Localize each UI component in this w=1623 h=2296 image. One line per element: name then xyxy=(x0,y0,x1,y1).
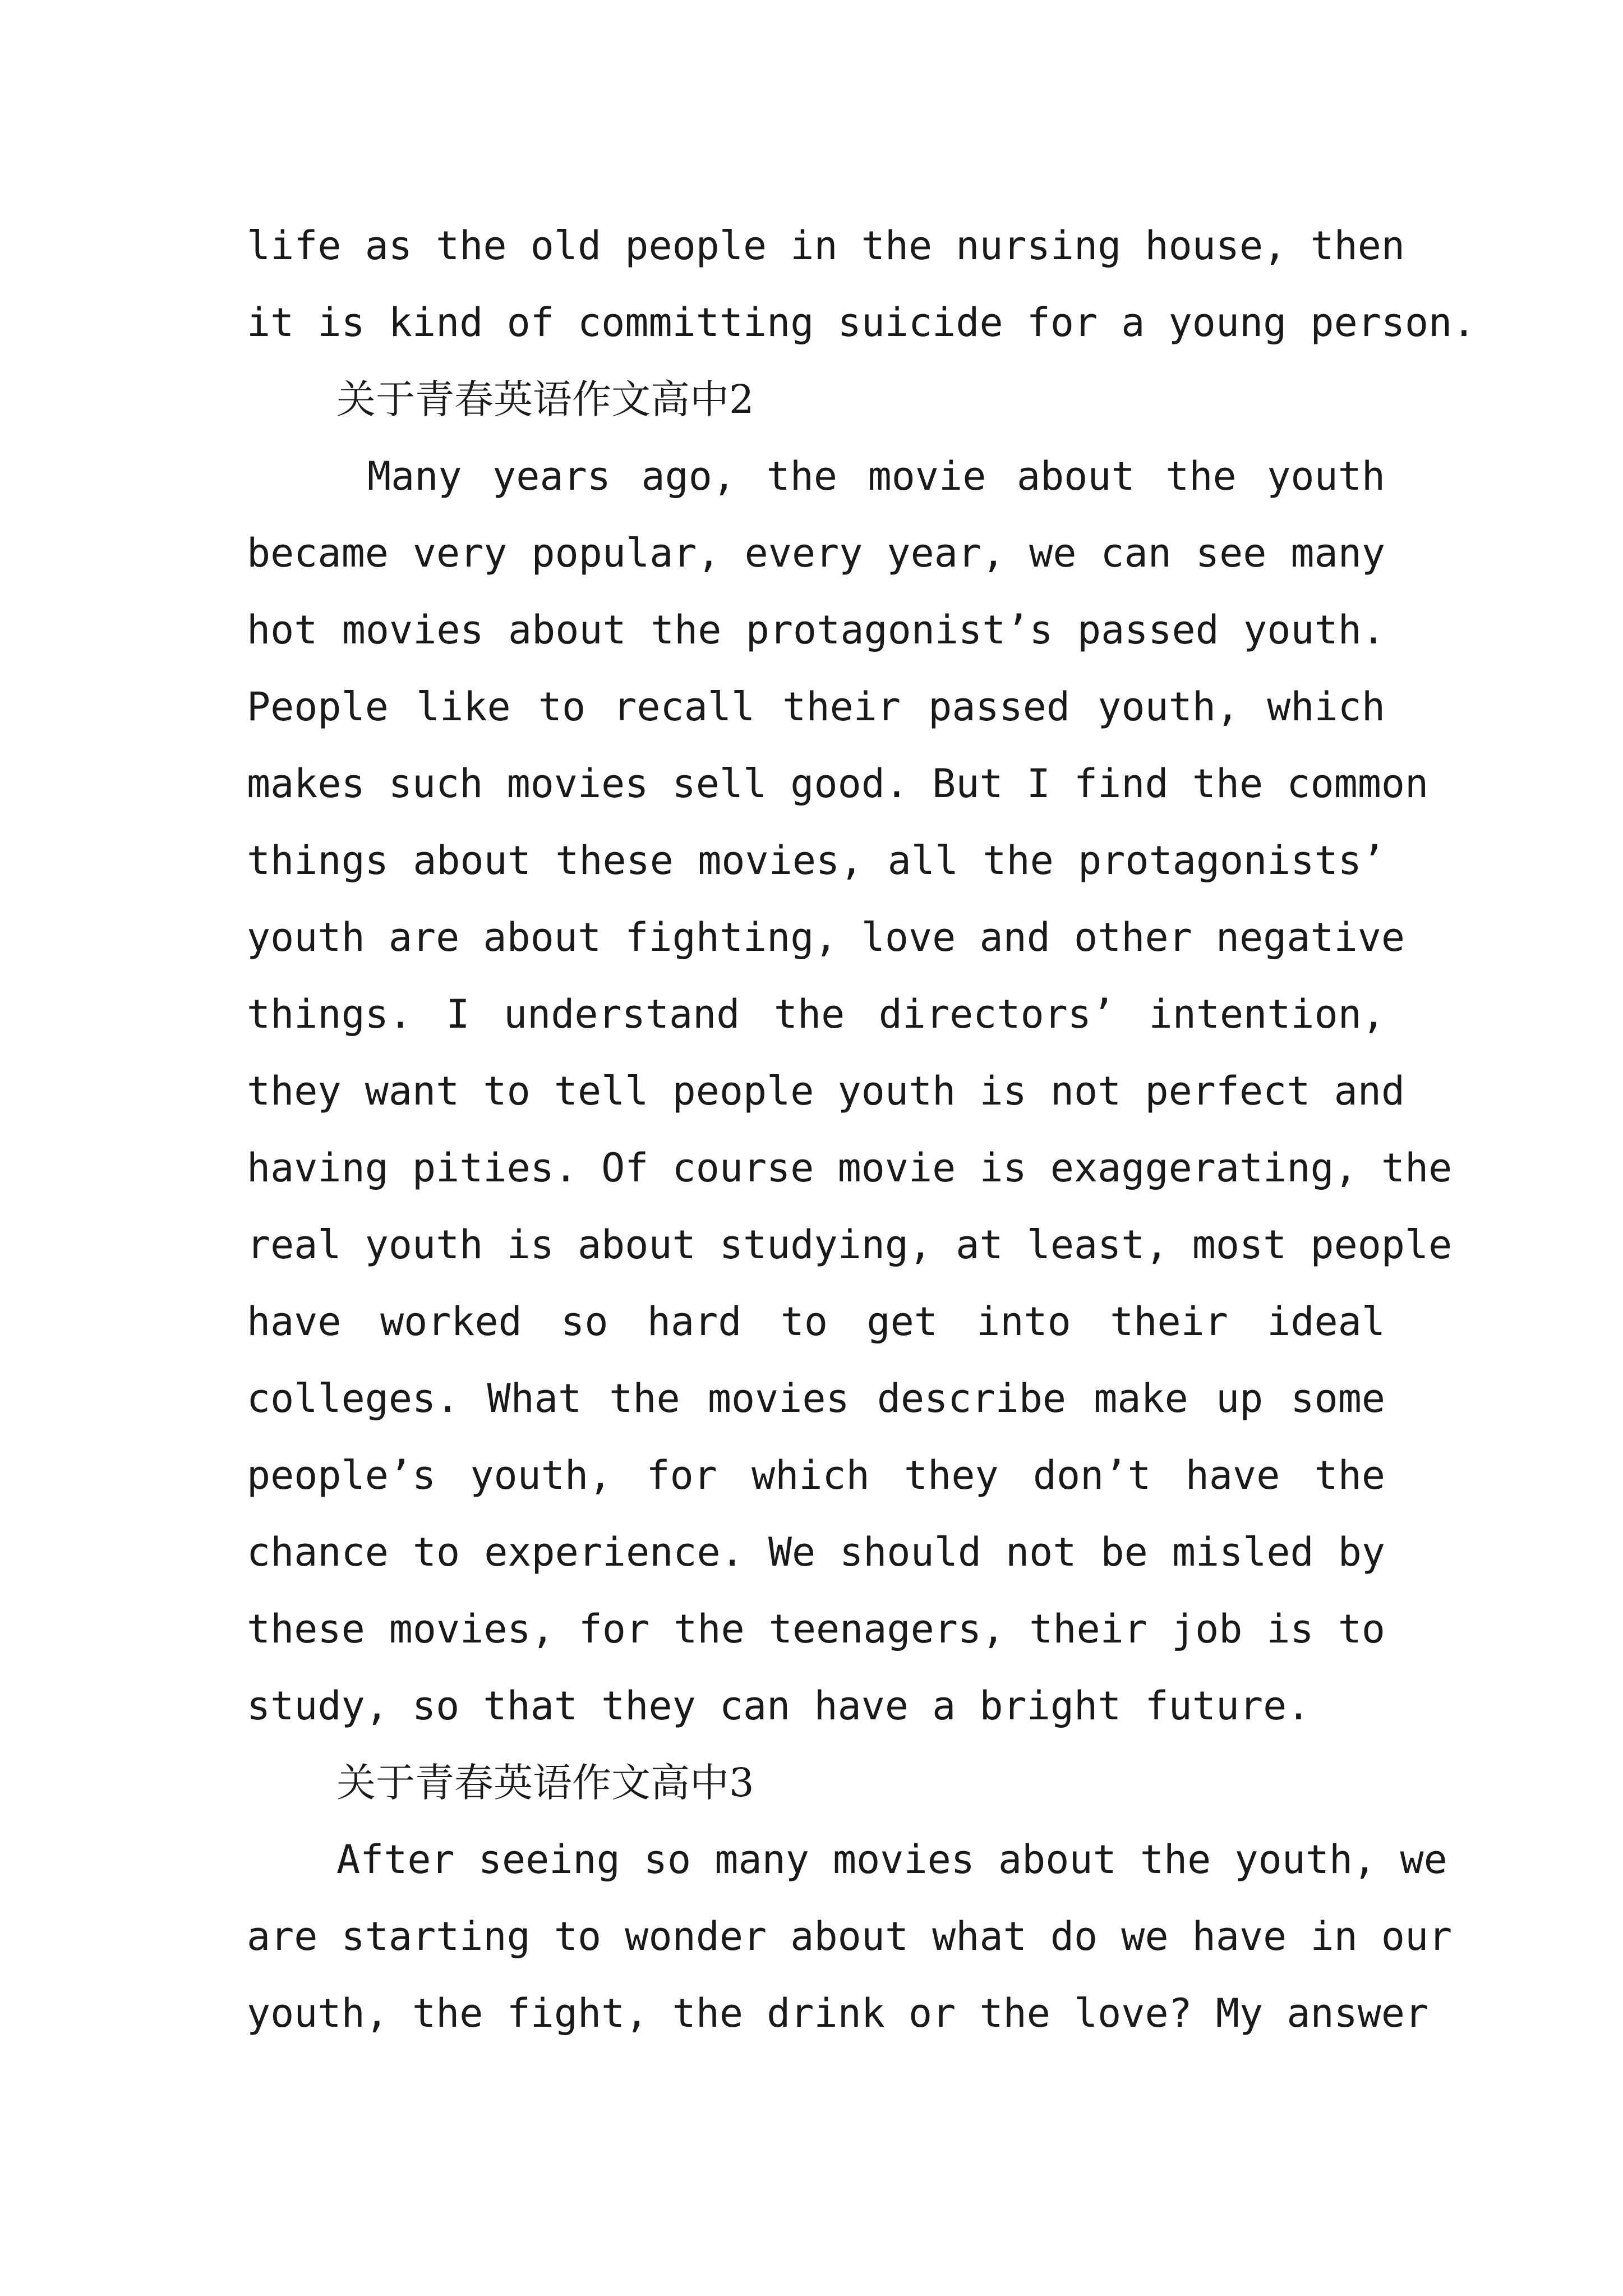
text-line: People like to recall their passed youth, which xyxy=(247,684,1385,730)
text-line: became very popular, every year, we can see many xyxy=(247,530,1385,576)
text-line: Many years ago, the movie about the youth xyxy=(367,453,1385,499)
text-line: youth are about fighting, love and other negative xyxy=(247,914,1405,960)
text-line: study, so that they can have a bright future. xyxy=(247,1683,1311,1729)
text-line: chance to experience. We should not be misled by xyxy=(247,1529,1385,1575)
paragraph-essay-2 xyxy=(247,438,1453,1745)
text-line: After seeing so many movies about the youth, we xyxy=(336,1837,1447,1883)
text-line: colleges. What the movies describe make up some xyxy=(247,1375,1385,1421)
text-line: real youth is about studying, at least, most people xyxy=(247,1222,1453,1268)
text-line: things. I understand the directors’ intention, xyxy=(247,991,1385,1037)
text-line: hot movies about the protagonist’s passed youth. xyxy=(247,607,1385,653)
text-line: youth, the fight, the drink or the love? My answer xyxy=(247,1990,1429,2036)
paragraph-essay-3 xyxy=(247,1821,1453,2052)
text-line: having pities. Of course movie is exaggerating, the xyxy=(247,1145,1453,1191)
text-line: they want to tell people youth is not perfect and xyxy=(247,1068,1405,1114)
text-line: people’s youth, for which they don’t have the xyxy=(247,1452,1385,1498)
text-line: life as the old people in the nursing house, then xyxy=(247,223,1405,269)
text-line: are starting to wonder about what do we have in our xyxy=(247,1913,1453,1959)
text-line: have worked so hard to get into their ideal xyxy=(247,1299,1385,1345)
document-body xyxy=(247,208,1476,2052)
text-line: things about these movies, all the protagonists’ xyxy=(247,838,1385,884)
section-heading-3: 关于青春英语作文高中3 xyxy=(336,1760,754,1806)
text-line: makes such movies sell good. But I find the common xyxy=(247,761,1429,807)
paragraph-continuation xyxy=(247,208,1476,361)
text-line: it is kind of committing suicide for a young person. xyxy=(247,300,1476,346)
section-heading-2: 关于青春英语作文高中2 xyxy=(336,376,754,422)
text-line: these movies, for the teenagers, their job is to xyxy=(247,1606,1385,1652)
